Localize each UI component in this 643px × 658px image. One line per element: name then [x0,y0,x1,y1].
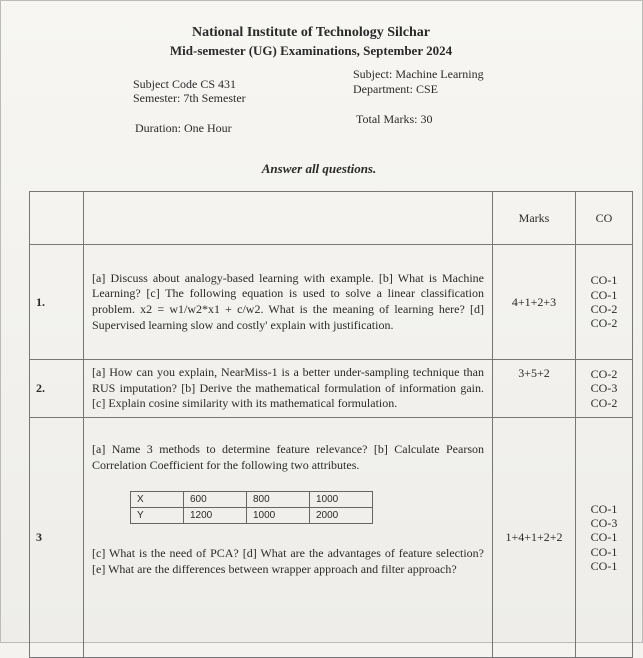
question-text: [a] How can you explain, NearMiss-1 is a better under-sampling technique than RUS imputation? [b] Derive the mathematical formulation of information gain. [c] Explain cosine similarity with its mathematical formulation. [84,360,493,418]
question-number: 2. [30,360,84,418]
question-text: [a] Discuss about analogy-based learning with example. [b] What is Machine Learning? [c] The following equation is used to solve a linear classification problem. x2 = w1/w2*x1 + c/w2. What is the meaning of learning here? [d] Supervised learning slow and costly' explain with justification. [84,245,493,360]
data-row-x: X 600 800 1000 [131,492,373,508]
marks-header: Marks [493,192,576,245]
duration: Duration: One Hour [135,121,232,135]
table-header [30,192,633,245]
instruction: Answer all questions. [261,161,377,176]
co-item: CO-2 [590,395,618,410]
exam-title: Mid-semester (UG) Examinations, September 2024 [169,43,453,58]
data-row-y: Y 1200 1000 2000 [131,508,373,524]
table-row [30,360,633,418]
table-row [30,418,633,658]
data-table [130,491,373,524]
department: Department: CSE [353,82,438,96]
question-text-part-b: [c] What is the need of PCA? [d] What are the advantages of feature selection? [e] What are the differences between wrapper approach and filter approach? [92,546,484,576]
co-item: CO-1 [590,501,618,516]
question-marks: 3+5+2 [493,360,576,418]
co-item: CO-1 [590,559,618,574]
table-row [30,245,633,360]
question-marks: 1+4+1+2+2 [493,418,576,658]
question-text-part-a: [a] Name 3 methods to determine feature relevance? [b] Calculate Pearson Correlation Coefficient for the following two attributes. [92,442,484,472]
co-item: CO-3 [590,515,618,530]
co-item: CO-1 [590,530,618,545]
subject-code: Subject Code CS 431 [133,77,237,91]
question-number: 1. [30,245,84,360]
questions-table [29,191,633,658]
question-co [576,360,633,418]
co-item: CO-2 [590,316,618,331]
subject: Subject: Machine Learning [353,67,484,81]
co-item: CO-2 [590,302,618,316]
question-marks: 4+1+2+3 [493,245,576,360]
question-text [84,418,493,658]
co-item: CO-2 [590,366,618,381]
institute-title: National Institute of Technology Silchar [191,25,431,40]
co-item: CO-3 [590,381,618,396]
total-marks: Total Marks: 30 [356,112,433,126]
co-item: CO-1 [590,273,618,288]
semester: Semester: 7th Semester [133,91,246,105]
question-number: 3 [30,418,84,658]
co-item: CO-1 [590,544,618,559]
co-item: CO-1 [590,287,618,302]
question-co [576,245,633,360]
co-header: CO [576,192,633,245]
question-co [576,418,633,658]
